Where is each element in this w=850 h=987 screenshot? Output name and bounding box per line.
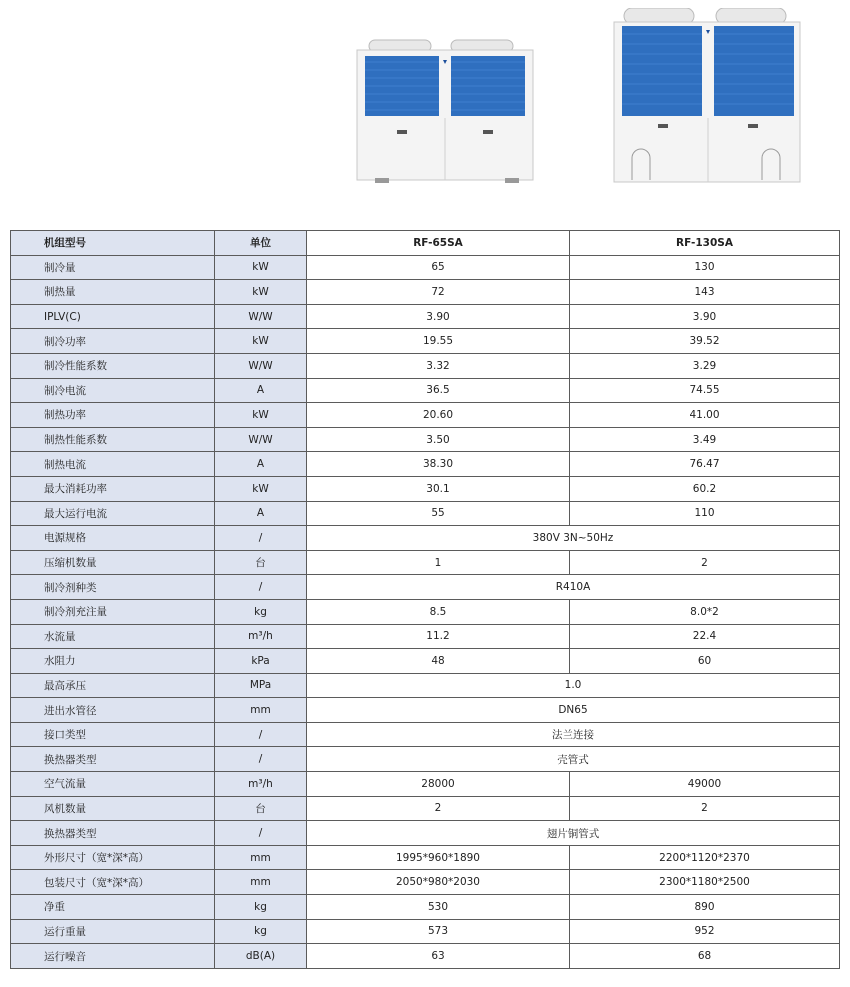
spec-name-cell: 水流量: [11, 624, 215, 649]
spec-value-merged-cell: 380V 3N~50Hz: [307, 526, 840, 551]
spec-unit-cell: m³/h: [215, 772, 307, 797]
header-model-label: 机组型号: [11, 231, 215, 256]
spec-value-rf-65sa-cell: 20.60: [307, 403, 570, 428]
spec-value-merged-cell: 1.0: [307, 673, 840, 698]
spec-unit-cell: /: [215, 722, 307, 747]
spec-unit-cell: /: [215, 526, 307, 551]
spec-value-rf-65sa-cell: 28000: [307, 772, 570, 797]
spec-table: [10, 230, 840, 969]
spec-value-rf-130sa-cell: 76.47: [570, 452, 840, 477]
spec-value-rf-65sa-cell: 11.2: [307, 624, 570, 649]
spec-table-body: [11, 255, 840, 968]
spec-value-rf-65sa-cell: 19.55: [307, 329, 570, 354]
spec-value-rf-130sa-cell: 110: [570, 501, 840, 526]
header-unit-label: 单位: [215, 231, 307, 256]
spec-value-rf-65sa-cell: 1995*960*1890: [307, 845, 570, 870]
spec-value-rf-130sa-cell: 3.49: [570, 427, 840, 452]
spec-value-rf-130sa-cell: 952: [570, 919, 840, 944]
spec-value-rf-65sa-cell: 8.5: [307, 599, 570, 624]
spec-value-rf-130sa-cell: 130: [570, 255, 840, 280]
table-row: [11, 304, 840, 329]
table-row: [11, 550, 840, 575]
table-row: [11, 403, 840, 428]
spec-name-cell: 最大运行电流: [11, 501, 215, 526]
spec-unit-cell: kW: [215, 255, 307, 280]
spec-unit-cell: mm: [215, 845, 307, 870]
spec-unit-cell: MPa: [215, 673, 307, 698]
spec-name-cell: 制热量: [11, 280, 215, 305]
table-row: [11, 624, 840, 649]
spec-value-rf-130sa-cell: 2: [570, 796, 840, 821]
spec-name-cell: 制冷性能系数: [11, 353, 215, 378]
spec-value-rf-65sa-cell: 1: [307, 550, 570, 575]
spec-value-rf-65sa-cell: 63: [307, 944, 570, 969]
spec-unit-cell: kPa: [215, 649, 307, 674]
table-row: [11, 772, 840, 797]
spec-value-rf-130sa-cell: 2300*1180*2500: [570, 870, 840, 895]
spec-value-rf-65sa-cell: 72: [307, 280, 570, 305]
table-row: [11, 353, 840, 378]
header-model-1: RF-65SA: [307, 231, 570, 256]
spec-name-cell: 空气流量: [11, 772, 215, 797]
spec-unit-cell: /: [215, 575, 307, 600]
spec-name-cell: IPLV(C): [11, 304, 215, 329]
table-row: [11, 845, 840, 870]
spec-name-cell: 最高承压: [11, 673, 215, 698]
spec-value-rf-130sa-cell: 2200*1120*2370: [570, 845, 840, 870]
spec-value-rf-130sa-cell: 60.2: [570, 476, 840, 501]
table-row: [11, 895, 840, 920]
table-row: [11, 452, 840, 477]
spec-value-rf-130sa-cell: 49000: [570, 772, 840, 797]
spec-value-rf-130sa-cell: 68: [570, 944, 840, 969]
table-row: [11, 796, 840, 821]
spec-value-rf-130sa-cell: 39.52: [570, 329, 840, 354]
spec-value-merged-cell: R410A: [307, 575, 840, 600]
spec-value-rf-65sa-cell: 3.50: [307, 427, 570, 452]
table-row: [11, 919, 840, 944]
table-row: [11, 280, 840, 305]
spec-value-merged-cell: 壳管式: [307, 747, 840, 772]
spec-unit-cell: kW: [215, 280, 307, 305]
spec-unit-cell: W/W: [215, 427, 307, 452]
spec-name-cell: 制冷量: [11, 255, 215, 280]
spec-name-cell: 制热功率: [11, 403, 215, 428]
product-image-rf-65sa: [355, 38, 535, 185]
product-image-rf-130sa: [612, 8, 802, 186]
spec-unit-cell: A: [215, 378, 307, 403]
spec-unit-cell: 台: [215, 550, 307, 575]
table-row: [11, 747, 840, 772]
spec-unit-cell: kW: [215, 476, 307, 501]
spec-value-rf-130sa-cell: 2: [570, 550, 840, 575]
spec-value-rf-130sa-cell: 60: [570, 649, 840, 674]
spec-value-rf-65sa-cell: 30.1: [307, 476, 570, 501]
spec-name-cell: 最大消耗功率: [11, 476, 215, 501]
spec-name-cell: 制冷电流: [11, 378, 215, 403]
table-row: [11, 673, 840, 698]
table-row: [11, 870, 840, 895]
spec-value-rf-65sa-cell: 2: [307, 796, 570, 821]
spec-name-cell: 运行重量: [11, 919, 215, 944]
table-row: [11, 526, 840, 551]
spec-value-rf-130sa-cell: 8.0*2: [570, 599, 840, 624]
spec-unit-cell: m³/h: [215, 624, 307, 649]
table-row: [11, 255, 840, 280]
spec-name-cell: 外形尺寸（宽*深*高）: [11, 845, 215, 870]
spec-name-cell: 包装尺寸（宽*深*高）: [11, 870, 215, 895]
table-row: [11, 575, 840, 600]
spec-value-rf-65sa-cell: 48: [307, 649, 570, 674]
spec-unit-cell: A: [215, 452, 307, 477]
table-row: [11, 722, 840, 747]
spec-value-rf-65sa-cell: 38.30: [307, 452, 570, 477]
header-model-2: RF-130SA: [570, 231, 840, 256]
table-row: [11, 501, 840, 526]
table-row: [11, 944, 840, 969]
spec-unit-cell: /: [215, 747, 307, 772]
table-row: [11, 821, 840, 846]
spec-name-cell: 制冷剂充注量: [11, 599, 215, 624]
table-row: [11, 698, 840, 723]
spec-value-rf-65sa-cell: 3.32: [307, 353, 570, 378]
table-row: [11, 378, 840, 403]
spec-value-rf-65sa-cell: 530: [307, 895, 570, 920]
table-header-row: [11, 231, 840, 256]
table-row: [11, 329, 840, 354]
table-row: [11, 599, 840, 624]
spec-value-merged-cell: DN65: [307, 698, 840, 723]
spec-unit-cell: W/W: [215, 353, 307, 378]
spec-value-rf-65sa-cell: 65: [307, 255, 570, 280]
spec-value-rf-130sa-cell: 74.55: [570, 378, 840, 403]
spec-name-cell: 压缩机数量: [11, 550, 215, 575]
spec-value-merged-cell: 法兰连接: [307, 722, 840, 747]
spec-unit-cell: kg: [215, 895, 307, 920]
spec-name-cell: 制热性能系数: [11, 427, 215, 452]
spec-name-cell: 电源规格: [11, 526, 215, 551]
spec-unit-cell: 台: [215, 796, 307, 821]
spec-value-merged-cell: 翅片铜管式: [307, 821, 840, 846]
spec-value-rf-130sa-cell: 3.90: [570, 304, 840, 329]
spec-name-cell: 换热器类型: [11, 821, 215, 846]
spec-unit-cell: /: [215, 821, 307, 846]
spec-unit-cell: kW: [215, 403, 307, 428]
spec-unit-cell: W/W: [215, 304, 307, 329]
spec-value-rf-65sa-cell: 573: [307, 919, 570, 944]
spec-value-rf-130sa-cell: 890: [570, 895, 840, 920]
spec-name-cell: 水阻力: [11, 649, 215, 674]
heat-pump-unit-illustration: [355, 38, 535, 185]
spec-unit-cell: dB(A): [215, 944, 307, 969]
spec-value-rf-65sa-cell: 36.5: [307, 378, 570, 403]
spec-unit-cell: A: [215, 501, 307, 526]
spec-value-rf-130sa-cell: 41.00: [570, 403, 840, 428]
spec-value-rf-130sa-cell: 143: [570, 280, 840, 305]
heat-pump-unit-illustration: [612, 8, 802, 186]
spec-value-rf-65sa-cell: 2050*980*2030: [307, 870, 570, 895]
spec-name-cell: 制冷功率: [11, 329, 215, 354]
spec-unit-cell: kW: [215, 329, 307, 354]
spec-unit-cell: mm: [215, 698, 307, 723]
table-row: [11, 476, 840, 501]
table-row: [11, 649, 840, 674]
spec-name-cell: 制热电流: [11, 452, 215, 477]
spec-value-rf-65sa-cell: 55: [307, 501, 570, 526]
spec-name-cell: 净重: [11, 895, 215, 920]
spec-value-rf-65sa-cell: 3.90: [307, 304, 570, 329]
spec-name-cell: 风机数量: [11, 796, 215, 821]
spec-unit-cell: kg: [215, 599, 307, 624]
spec-name-cell: 制冷剂种类: [11, 575, 215, 600]
spec-unit-cell: mm: [215, 870, 307, 895]
spec-unit-cell: kg: [215, 919, 307, 944]
spec-name-cell: 接口类型: [11, 722, 215, 747]
spec-name-cell: 进出水管径: [11, 698, 215, 723]
spec-name-cell: 换热器类型: [11, 747, 215, 772]
spec-value-rf-130sa-cell: 3.29: [570, 353, 840, 378]
spec-name-cell: 运行噪音: [11, 944, 215, 969]
table-row: [11, 427, 840, 452]
spec-value-rf-130sa-cell: 22.4: [570, 624, 840, 649]
